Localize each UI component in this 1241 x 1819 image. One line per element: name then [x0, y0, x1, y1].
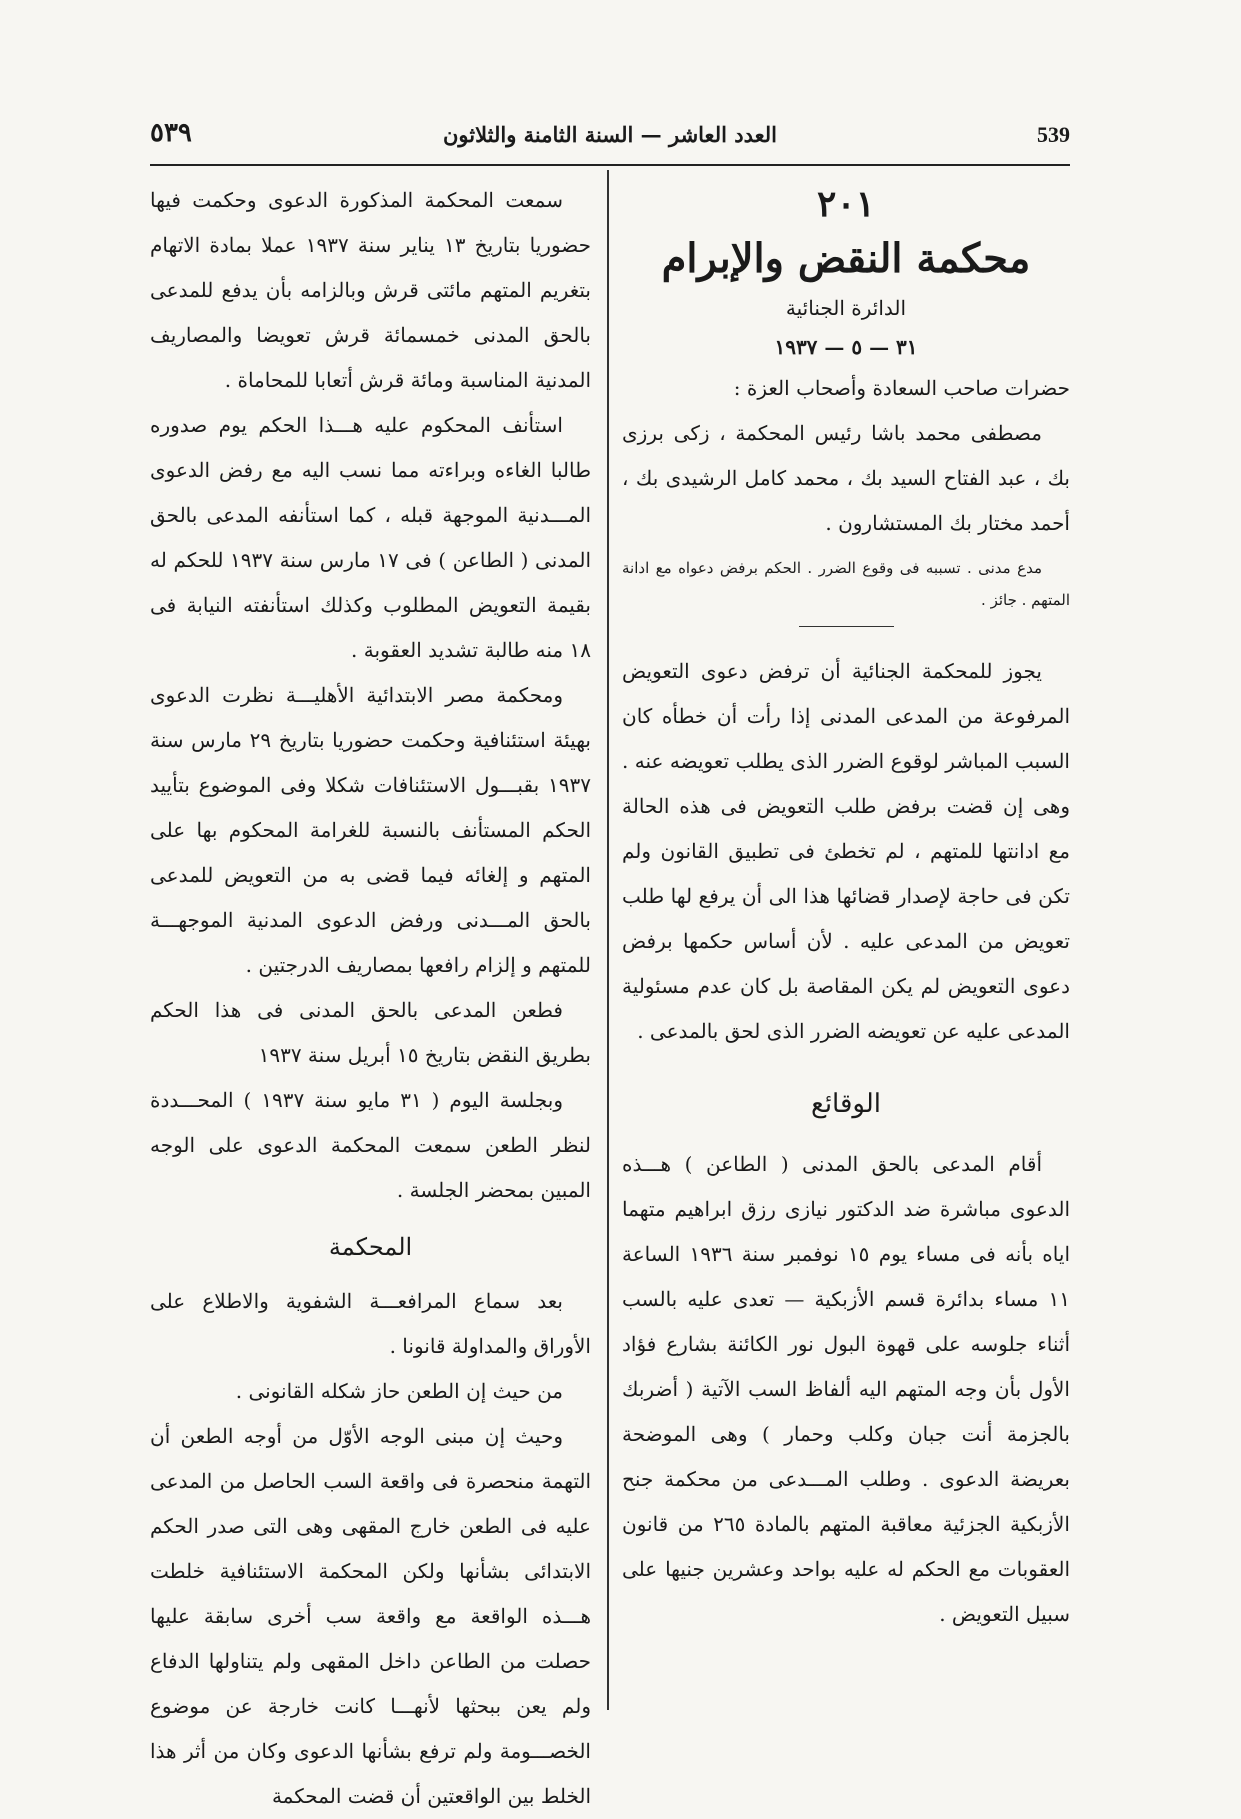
page-header — [150, 118, 1070, 158]
paragraph: استأنف المحكوم عليه هـــذا الحكم يوم صدوره طالبا الغاءه وبراءته مما نسب اليه مع رفض الدعوى المـــدنية الموجهة قبله ، كما استأنفه المدعى بالحق المدنى ( الطاعن ) فى ١٧ مارس سنة ١٩٣٧ للحكم له بقيمة التعويض المطلوب وكذلك استأنفته النيابة فى ١٨ منه طالبة تشديد العقوبة . — [150, 413, 591, 662]
summary-divider — [799, 626, 894, 627]
judges-list: مصطفى محمد باشا رئيس المحكمة ، زكى برزى بك ، عبد الفتاح السيد بك ، محمد كامل الرشيدى بك ، أحمد مختار بك المستشارون . — [622, 421, 1070, 535]
paragraph: من حيث إن الطعن حاز شكله القانونى . — [235, 1379, 563, 1403]
page-number-latin: 539 — [1037, 122, 1070, 147]
facts-paragraph: أقام المدعى بالحق المدنى ( الطاعن ) هـــذه الدعوى مباشرة ضد الدكتور نيازى رزق ابراهيم متهما اياه بأنه فى مساء يوم ١٥ نوفمبر سنة ١٩٣٦ الساعة ١١ مساء بدائرة قسم الأزبكية — تعدى عليه بالسب أثناء جلوسه على قهوة البول نور الكائنة بشارع فؤاد الأول بأن وجه المتهم اليه ألفاظ السب الآتية ( أضربك بالجزمة أنت جبان وكلب وحمار ) وهى الموضحة بعريضة الدعوى . وطلب المـــدعى من محكمة جنح الأزبكية الجزئية معاقبة المتهم بالمادة ٢٦٥ من قانون العقوبات مع الحكم له عليه بواحد وعشرين جنيها على سبيل التعويض . — [622, 1152, 1071, 1626]
paragraph: سمعت المحكمة المذكورة الدعوى وحكمت فيها حضوريا بتاريخ ١٣ يناير سنة ١٩٣٧ عملا بمادة الاتهام بتغريم المتهم مائتى قرش وبالزامه بأن يدفع للمدعى بالحق المدنى خمسمائة قرش تعويضا والمصاريف المدنية المناسبة ومائة قرش أتعابا للمحاماة . — [150, 188, 592, 392]
page-number-arabic: ٥٣٩ — [150, 118, 192, 148]
column-divider — [607, 170, 609, 1710]
case-number: ٢٠١ — [816, 183, 875, 225]
legal-principle: يجوز للمحكمة الجنائية أن ترفض دعوى التعويض المرفوعة من المدعى المدنى إذا رأت أن خطأه كان السبب المباشر لوقوع الضرر الذى يطلب تعويضه عنه . وهى إن قضت برفض طلب التعويض فى هذه الحالة مع ادانتها للمتهم ، لم تخطئ فى تطبيق القانون ولم تكن فى حاجة لإصدار قضائها هذا الى أن يرفع لها طلب تعويض من المدعى عليه . لأن أساس حكمها برفض دعوى التعويض لم يكن المقاصة بل كان عدم مسئولية المدعى عليه عن تعويضه الضرر الذى لحق بالمدعى . — [622, 659, 1070, 1043]
paragraph: وبجلسة اليوم ( ٣١ مايو سنة ١٩٣٧ ) المحـــددة لنظر الطعن سمعت المحكمة الدعوى على الوجه المبين بمحضر الجلسة . — [150, 1088, 591, 1202]
paragraph: وحيث إن مبنى الوجه الأوّل من أوجه الطعن أن التهمة منحصرة فى واقعة السب الحاصل من المدعى عليه فى الطعن خارج المقهى وهى التى صدر الحكم الابتدائى بشأنها ولكن المحكمة الاستئنافية خلطت هـــذه الواقعة مع واقعة سب أخرى سابقة عليها حصلت من الطاعن داخل المقهى ولم يتناولها الدفاع ولم يعن ببحثها لأنهـــا كانت خارجة عن موضوع الخصـــومة ولم ترفع بشأنها الدعوى وكان من أثر هذا الخلط بين الواقعتين أن قضت المحكمة — [150, 1424, 591, 1808]
circuit-name: الدائرة الجنائية — [785, 296, 907, 320]
court-heading: المحكمة — [328, 1233, 413, 1261]
court-title: محكمة النقض والإبرام — [661, 235, 1031, 282]
paragraph: بعد سماع المرافعـــة الشفوية والاطلاع على الأوراق والمداولة قانونا . — [150, 1289, 591, 1358]
header-rule — [150, 164, 1070, 166]
paragraph: فطعن المدعى بالحق المدنى فى هذا الحكم بطريق النقض بتاريخ ١٥ أبريل سنة ١٩٣٧ — [150, 998, 591, 1067]
paragraph: ومحكمة مصر الابتدائية الأهليـــة نظرت الدعوى بهيئة استئنافية وحكمت حضوريا بتاريخ ٢٩ مارس سنة ١٩٣٧ بقبـــول الاستئنافات شكلا وفى الموضوع بتأييد الحكم المستأنف بالنسبة للغرامة المحكوم بها على المتهم و إلغائه فيما قضى به من التعويض للمدعى بالحق المـــدنى ورفض الدعوى المدنية الموجهـــة للمتهم و إلزام رافعها بمصاريف الدرجتين . — [150, 683, 591, 977]
ruling-date: ٣١ — ٥ — ١٩٣٧ — [774, 335, 918, 359]
facts-heading: الوقائع — [810, 1089, 881, 1119]
judges-intro: حضرات صاحب السعادة وأصحاب العزة : — [733, 376, 1070, 400]
left-column — [150, 178, 591, 1819]
right-column — [622, 178, 1070, 1637]
running-title: العدد العاشر — السنة الثامنة والثلاثون — [443, 122, 777, 147]
case-summary: مدع مدنى . تسببه فى وقوع الضرر . الحكم برفض دعواه مع ادانة المتهم . جائز . — [622, 559, 1070, 609]
